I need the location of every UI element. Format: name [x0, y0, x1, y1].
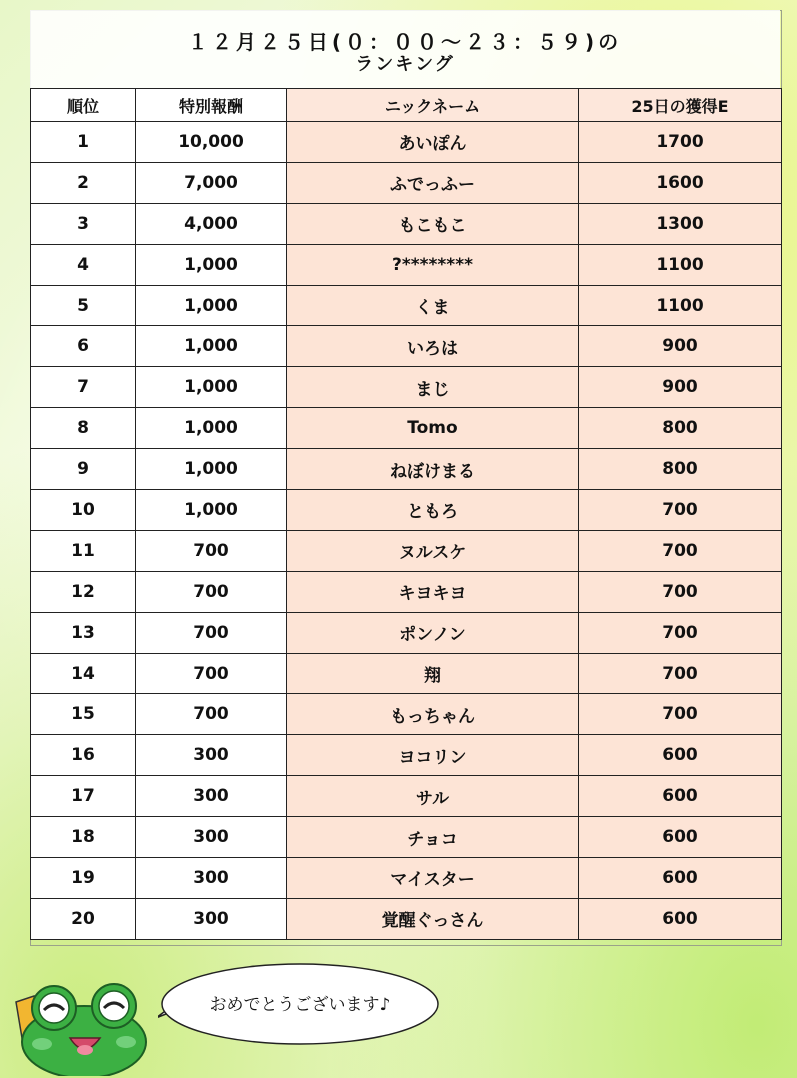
cell-score: 700	[579, 653, 782, 694]
table-row	[31, 449, 782, 490]
cell-score: 800	[579, 408, 782, 449]
cell-rank: 18	[31, 817, 136, 858]
cell-reward: 1,000	[136, 326, 287, 367]
congrats-message: おめでとうございます♪	[209, 995, 391, 1015]
cell-rank: 4	[31, 244, 136, 285]
title-line-1: １２月２５日(０：００～２３：５９)の	[187, 30, 623, 54]
table-row	[31, 244, 782, 285]
table-row	[31, 122, 782, 163]
table-row	[31, 776, 782, 817]
table-row	[31, 858, 782, 899]
cell-reward: 1,000	[136, 285, 287, 326]
cell-rank: 8	[31, 408, 136, 449]
table-row	[31, 817, 782, 858]
ranking-table	[30, 88, 782, 940]
cell-reward: 1,000	[136, 449, 287, 490]
cell-nickname: チョコ	[287, 817, 579, 858]
cell-nickname: いろは	[287, 326, 579, 367]
title-line-2: ランキング	[355, 54, 455, 75]
cell-rank: 10	[31, 490, 136, 531]
table-row	[31, 653, 782, 694]
cell-score: 600	[579, 776, 782, 817]
cell-rank: 7	[31, 367, 136, 408]
cell-rank: 1	[31, 122, 136, 163]
cell-score: 600	[579, 898, 782, 939]
cell-rank: 13	[31, 612, 136, 653]
cell-rank: 6	[31, 326, 136, 367]
cell-score: 700	[579, 490, 782, 531]
cell-score: 700	[579, 530, 782, 571]
cell-nickname: ともろ	[287, 490, 579, 531]
cell-reward: 700	[136, 694, 287, 735]
cell-reward: 700	[136, 571, 287, 612]
cell-rank: 19	[31, 858, 136, 899]
cell-nickname: マイスター	[287, 858, 579, 899]
header-nickname: ニックネーム	[287, 89, 579, 122]
table-row	[31, 735, 782, 776]
cell-reward: 300	[136, 776, 287, 817]
cell-reward: 4,000	[136, 203, 287, 244]
cell-score: 1300	[579, 203, 782, 244]
cell-nickname: ヌルスケ	[287, 530, 579, 571]
cell-nickname: もこもこ	[287, 203, 579, 244]
cell-reward: 300	[136, 735, 287, 776]
cell-rank: 2	[31, 162, 136, 203]
header-score: 25日の獲得E	[579, 89, 782, 122]
frog-mascot-icon	[14, 980, 154, 1076]
cell-rank: 15	[31, 694, 136, 735]
cell-score: 1700	[579, 122, 782, 163]
cell-score: 600	[579, 858, 782, 899]
cell-nickname: Tomo	[287, 408, 579, 449]
cell-nickname: 翔	[287, 653, 579, 694]
cell-reward: 300	[136, 858, 287, 899]
table-row	[31, 367, 782, 408]
table-row	[31, 326, 782, 367]
cell-reward: 700	[136, 530, 287, 571]
cell-rank: 9	[31, 449, 136, 490]
cell-reward: 1,000	[136, 244, 287, 285]
cell-reward: 1,000	[136, 367, 287, 408]
table-row	[31, 285, 782, 326]
cell-score: 600	[579, 735, 782, 776]
ranking-title	[30, 10, 780, 89]
cell-score: 1600	[579, 162, 782, 203]
cell-rank: 11	[31, 530, 136, 571]
cell-nickname: 覚醒ぐっさん	[287, 898, 579, 939]
cell-nickname: あいぽん	[287, 122, 579, 163]
header-rank: 順位	[31, 89, 136, 122]
cell-rank: 20	[31, 898, 136, 939]
table-row	[31, 612, 782, 653]
cell-score: 700	[579, 694, 782, 735]
table-row	[31, 408, 782, 449]
table-row	[31, 898, 782, 939]
cell-score: 600	[579, 817, 782, 858]
cell-reward: 700	[136, 653, 287, 694]
cell-nickname: まじ	[287, 367, 579, 408]
table-row	[31, 530, 782, 571]
cell-reward: 300	[136, 898, 287, 939]
cell-nickname: ヨコリン	[287, 735, 579, 776]
header-reward: 特別報酬	[136, 89, 287, 122]
table-row	[31, 203, 782, 244]
cell-reward: 1,000	[136, 490, 287, 531]
cell-nickname: もっちゃん	[287, 694, 579, 735]
cell-reward: 1,000	[136, 408, 287, 449]
cell-rank: 14	[31, 653, 136, 694]
ranking-body	[31, 122, 782, 940]
table-header-row	[31, 89, 782, 122]
cell-nickname: ?********	[287, 244, 579, 285]
cell-score: 900	[579, 326, 782, 367]
table-row	[31, 162, 782, 203]
table-row	[31, 694, 782, 735]
cell-reward: 7,000	[136, 162, 287, 203]
cell-nickname: ねぼけまる	[287, 449, 579, 490]
cell-score: 900	[579, 367, 782, 408]
cell-rank: 17	[31, 776, 136, 817]
table-row	[31, 571, 782, 612]
cell-score: 800	[579, 449, 782, 490]
cell-nickname: キヨキヨ	[287, 571, 579, 612]
cell-nickname: サル	[287, 776, 579, 817]
cell-nickname: くま	[287, 285, 579, 326]
cell-score: 1100	[579, 285, 782, 326]
cell-rank: 3	[31, 203, 136, 244]
cell-score: 1100	[579, 244, 782, 285]
cell-rank: 5	[31, 285, 136, 326]
cell-reward: 700	[136, 612, 287, 653]
cell-nickname: ふでっふー	[287, 162, 579, 203]
table-row	[31, 490, 782, 531]
cell-rank: 16	[31, 735, 136, 776]
cell-nickname: ポンノン	[287, 612, 579, 653]
cell-reward: 300	[136, 817, 287, 858]
cell-score: 700	[579, 612, 782, 653]
cell-rank: 12	[31, 571, 136, 612]
cell-score: 700	[579, 571, 782, 612]
cell-reward: 10,000	[136, 122, 287, 163]
